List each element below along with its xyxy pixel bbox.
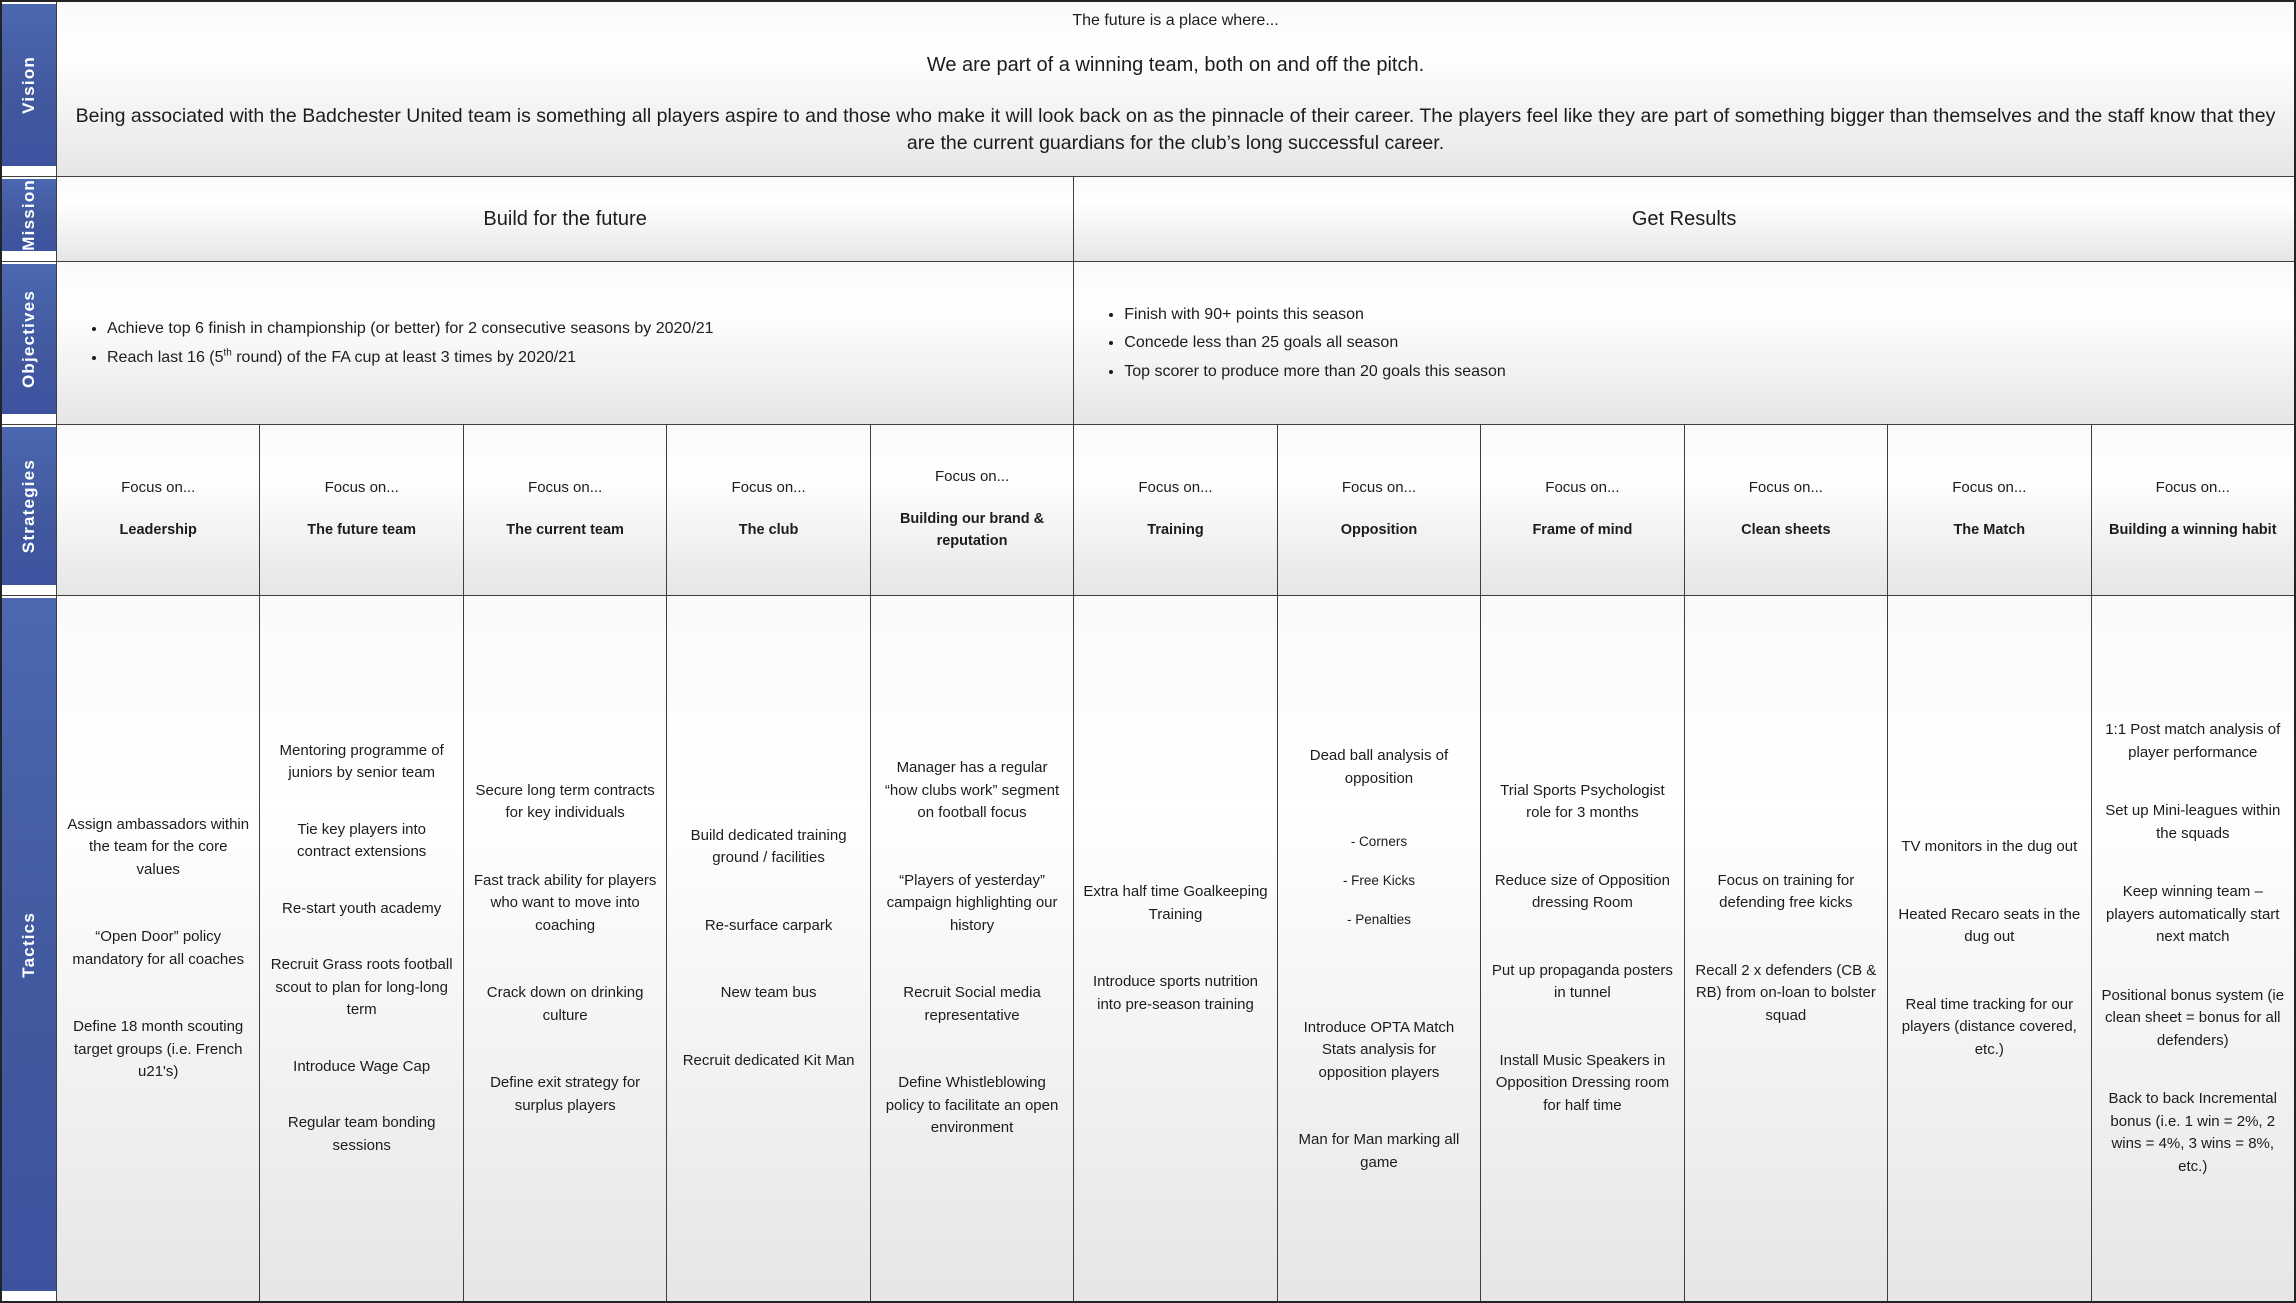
tactics-cell-current-team [464,596,666,1301]
strategy-cell-opposition [1278,425,1480,595]
objectives-right-list [1074,298,1506,388]
tactic-item: New team bus [720,984,817,1002]
tactic-item: Regular team bonding sessions [287,1114,436,1154]
tactic-item: Positional bonus system (ie clean sheet = bonus for all defenders) [2101,986,2285,1049]
objective-text: round) of the FA cup at least 3 times by 2020/21 [231,348,576,366]
strategy-prefix: Focus on... [1748,478,1823,496]
objectives-left-list [57,312,714,373]
tactic-item: Introduce OPTA Match Stats analysis for opposition players [1303,1018,1455,1081]
tactic-item: Define 18 month scouting target groups (i.e. French u21's) [73,1018,244,1080]
tactic-item: Build dedicated training ground / facilities [690,826,847,867]
tactics-row-header [2,598,56,1291]
objective-item: • Concede less than 25 goals all season [1124,331,1506,354]
strategy-cell-the-club [667,425,869,595]
tactics-cell-the-match [1888,596,2090,1301]
tactic-item: Crack down on drinking culture [486,984,644,1024]
objective-text: Reach last 16 (5 [107,348,224,366]
tactics-cell-winning-habit [2092,596,2294,1301]
tactics-cell-leadership [57,596,259,1301]
row-header-mission-cell [2,177,56,261]
strategy-cell-leadership [57,425,259,595]
strategy-prefix: Focus on... [1341,478,1417,496]
strategy-cell-clean-sheets [1685,425,1887,595]
strategy-name: Building a winning habit [2108,521,2277,538]
strategy-prefix: Focus on... [121,478,196,496]
tactic-item: Define Whistleblowing policy to facilitate an open environment [885,1074,1059,1137]
tactic-item: Heated Recaro seats in the dug out [1898,905,2081,945]
tactics-cell-clean-sheets [1685,596,1887,1301]
strategy-cell-future-team [260,425,462,595]
tactic-item: TV monitors in the dug out [1901,838,2078,855]
tactic-item: Trial Sports Psychologist role for 3 months [1500,781,1665,822]
strategies-row-header [2,427,56,585]
tactic-subitem: - Free Kicks [1342,873,1415,889]
mission-get-results-cell [1074,177,2294,261]
tactics-cell-future-team [260,596,462,1301]
row-header-objectives-cell [2,262,56,424]
objectives-left-cell [57,262,1073,424]
tactic-item: Recruit Grass roots football scout to plan for long-long term [270,956,453,1019]
strategy-name: Clean sheets [1741,521,1831,538]
tactic-item: Define exit strategy for surplus players [490,1074,641,1114]
strategy-prefix: Focus on... [934,467,1010,485]
strategy-prefix: Focus on... [1138,478,1213,496]
tactic-item: Man for Man marking all game [1298,1131,1460,1171]
tactic-item: Put up propaganda posters in tunnel [1491,961,1673,1002]
vision-statement: We are part of a winning team, both on and off the pitch. [926,54,1425,76]
mission-left-title: Build for the future [483,207,647,230]
tactic-item: Reduce size of Opposition dressing Room [1494,871,1670,912]
tactic-item: Recruit Social media representative [903,984,1041,1024]
tactic-item: Recruit dedicated Kit Man [682,1051,855,1069]
tactics-cell-the-club [667,596,869,1301]
strategy-name: Building our brand & reputation [899,510,1045,549]
strategy-name: The current team [506,521,624,538]
objective-item: • Finish with 90+ points this season [1124,303,1506,326]
tactics-cell-training [1074,596,1276,1301]
vision-row-header [2,4,56,166]
objectives-right-cell [1074,262,2294,424]
strategy-prefix: Focus on... [2155,478,2230,496]
tactic-item: Re-start youth academy [282,899,442,917]
vision-intro-line: The future is a place where... [1072,12,1279,29]
tactic-item: Extra half time Goalkeeping Training [1083,883,1268,923]
tactic-item: “Open Door” policy mandatory for all coaches [72,928,245,968]
tactic-item: Mentoring programme of juniors by senior team [279,741,444,782]
strategy-name: Opposition [1340,521,1418,538]
tactic-item: Focus on training for defending free kicks [1717,871,1855,912]
strategy-prefix: Focus on... [1545,478,1620,496]
strategy-prefix: Focus on... [731,478,806,496]
strategy-name: The Match [1953,521,2026,538]
tactic-item: Keep winning team – players automatically start next match [2106,883,2280,945]
row-header-vision-cell [2,2,56,176]
tactic-item: 1:1 Post match analysis of player performance [2105,721,2281,761]
tactic-item: “Players of yesterday” campaign highlighting our history [886,871,1058,934]
tactic-subitem: - Penalties [1347,912,1411,928]
vision-cell [57,2,2294,176]
strategy-cell-training [1074,425,1276,595]
tactics-cell-frame-of-mind [1481,596,1683,1301]
row-header-strategies-cell [2,425,56,595]
tactics-row-label: Tactics [19,911,38,978]
tactic-item: Introduce Wage Cap [293,1057,431,1075]
tactic-item: Fast track ability for players who want to move into coaching [473,871,657,934]
tactic-sublist [1287,813,1471,950]
tactic-item: Real time tracking for our players (distance covered, etc.) [1901,995,2077,1058]
objective-item: • Top scorer to produce more than 20 goals this season [1124,360,1506,383]
mission-build-for-future-cell [57,177,1073,261]
strategy-name: Frame of mind [1532,521,1633,538]
vision-paragraph: Being associated with the Badchester United team is something all players aspire to and those who make it will look back on as the pinnacle of their career. The players feel like they are part of something bigger than themselves and the staff know that they are the current guardians for the club’s long successful career. [75,105,2276,155]
objective-item: • Achieve top 6 finish in championship (or better) for 2 consecutive seasons by 2020/21 [107,317,714,340]
tactic-item: Introduce sports nutrition into pre-season training [1092,973,1259,1013]
strategy-cell-the-match [1888,425,2090,595]
tactic-subitem: - Corners [1350,834,1408,850]
strategy-cell-current-team [464,425,666,595]
vision-row-label: Vision [19,56,38,114]
tactics-cell-brand-reputation [871,596,1073,1301]
strategy-name: Leadership [119,521,197,538]
strategy-name: Training [1147,521,1204,538]
strategy-name: The future team [307,521,417,538]
mission-row-header [2,179,56,251]
mission-right-title: Get Results [1631,207,1737,230]
objectives-row-label: Objectives [19,290,38,388]
tactic-item: Install Music Speakers in Opposition Dressing room for half time [1495,1051,1670,1114]
tactic-item: Tie key players into contract extensions [297,820,427,861]
tactic-item: Back to back Incremental bonus (i.e. 1 win = 2%, 2 wins = 4%, 3 wins = 8%, etc.) [2108,1090,2277,1175]
tactic-item: Recall 2 x defenders (CB & RB) from on-loan to bolster squad [1695,961,1877,1024]
tactic-item: Secure long term contracts for key individuals [475,781,655,822]
tactic-item-with-sublist [1287,723,1471,972]
tactic-item: Assign ambassadors within the team for the core values [67,815,250,878]
tactic-item: Set up Mini-leagues within the squads [2105,802,2281,842]
strategy-prefix: Focus on... [528,478,603,496]
objective-item [107,346,714,369]
strategy-prefix: Focus on... [1952,478,2027,496]
tactic-item: Re-surface carpark [704,916,833,934]
tactic-item: Manager has a regular “how clubs work” segment on football focus [884,759,1060,822]
tactic-item: Dead ball analysis of opposition [1309,747,1449,787]
objectives-row-header [2,264,56,414]
strategy-cell-brand-reputation [871,425,1073,595]
strategies-row-label: Strategies [19,458,38,554]
mission-row-label: Mission [19,179,38,251]
row-header-tactics-cell [2,596,56,1301]
objective-superscript: th [223,347,232,359]
tactics-cell-opposition [1278,596,1480,1301]
strategy-name: The club [738,521,799,538]
strategy-prefix: Focus on... [324,478,399,496]
strategy-cell-frame-of-mind [1481,425,1683,595]
strategy-cell-winning-habit [2092,425,2294,595]
